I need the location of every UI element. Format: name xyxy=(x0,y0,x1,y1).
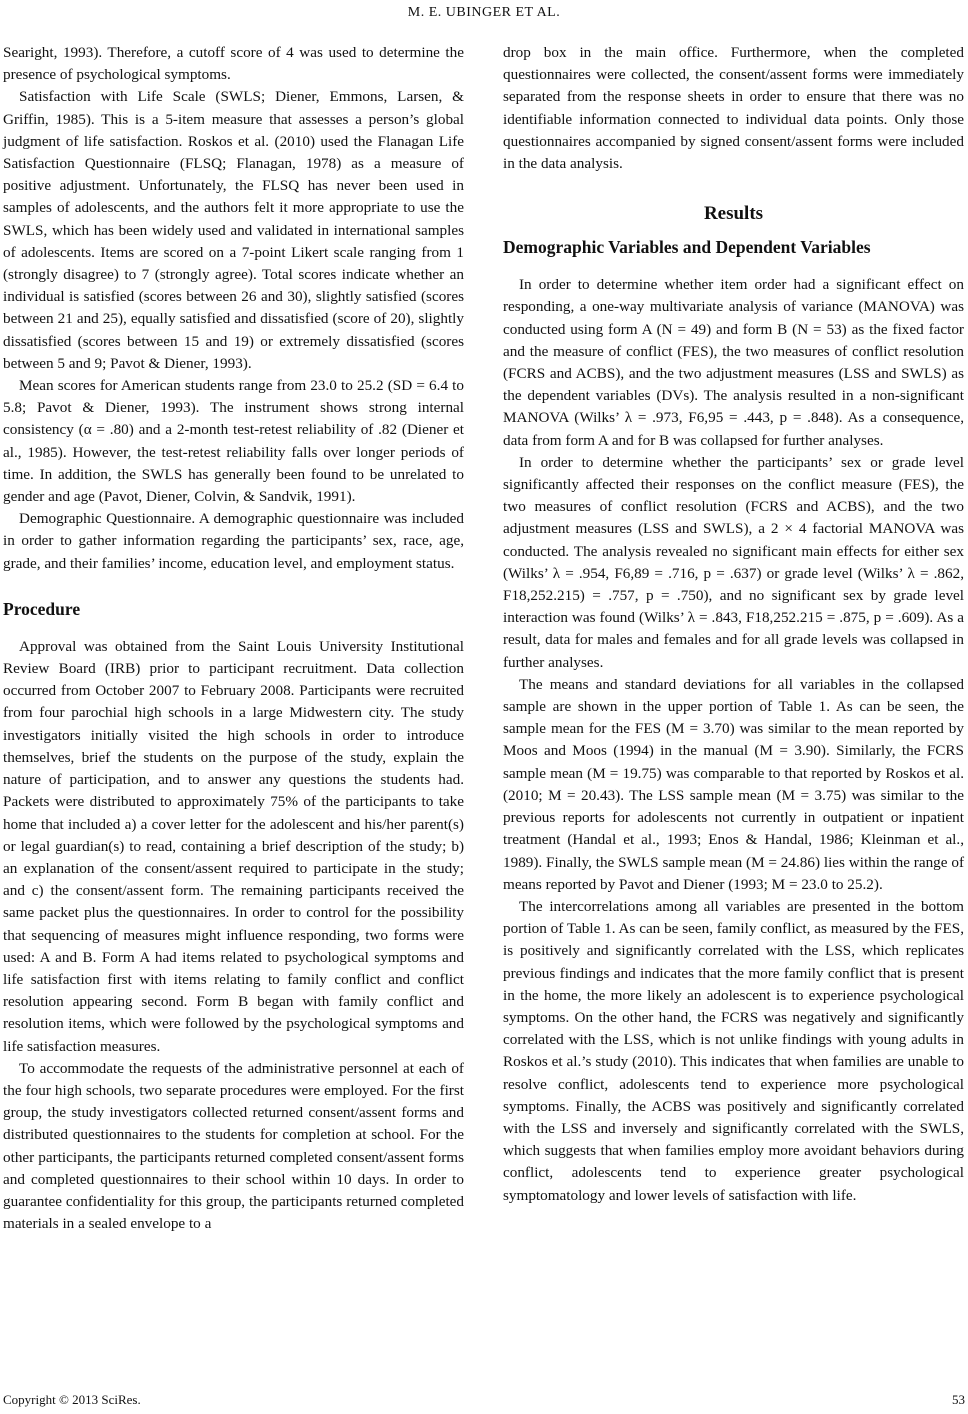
procedure-heading: Procedure xyxy=(3,598,81,619)
right-column xyxy=(503,42,964,1207)
paragraph-procedure-1: Approval was obtained from the Saint Louis University Institutional Review Board (IRB) prior to participant recruitment. Data collection occurred from October 2007 to February 2008. Participants were recruited from four parochial high schools in a large Midwestern city. The study investigators initially visited the high schools in order to introduce themselves, brief the students on the purpose of the study, explain the nature of participation, and to answer any questions the students had. Packets were distributed to approximately 75% of the participants to take home that included a) a cover letter for the adolescent and his/her parent(s) or legal guardian(s) to read, containing a brief description of the study; b) an explanation of the consent/assent required to participate in the study; and c) the consent/assent form. The remaining participants received the same packet plus the questionnaires. In order to control for the possibility that sequencing of measures might influence responding, two forms were used: A and B. Form A had items related to psychological symptoms and life satisfaction first with items relating to family conflict and conflict resolution appearing second. Form B began with family conflict and resolution items, which were followed by the psychological symptoms and life satisfaction measures. xyxy=(3,637,464,1055)
paragraph-procedure-2: To accommodate the requests of the administrative personnel at each of the four high schools, two separate procedures were employed. For the first group, the study investigators collected returned consent/assent forms and distributed questionnaires to the students for completion at school. For the other participants, the participants returned completed consent/assent forms and completed questionnaires to their school within 10 days. In order to guarantee confidentiality for this group, the participants returned completed materials in a sealed envelope to a xyxy=(3,1059,464,1233)
paragraph-right-0: drop box in the main office. Furthermore, when the completed questionnaires were collected, the consent/assent forms were immediately separated from the response sheets in order to ensure that there was no identifiable information connected to individual data points. Only those questionnaires accompanied by signed consent/assent forms were included in the data analysis. xyxy=(503,44,964,173)
paragraph-swls: Satisfaction with Life Scale (SWLS; Diener, Emmons, Larsen, & Griffin, 1985). This is a 5-item measure that assesses a person’s global judgment of life satisfaction. Roskos et al. (2010) used the Flanagan Life Satisfaction Questionnaire (FLSQ; Flanagan, 1978) as a measure of positive adjustment. Unfortunately, the FLSQ has never been used in samples of adolescents, and the authors felt it more appropriate to use the SWLS, which has been widely used and validated in international samples of adolescents. Items are scored on a 7-point Likert scale ranging from 1 (strongly disagree) to 7 (strongly agree). Total scores indicate whether an individual is satisfied (scores between 26 and 30), slightly satisfied (scores between 21 and 25), equally satisfied and dissatisfied (score of 20), slightly dissatisfied (scores between 15 and 19) or extremely dissatisfied (scores between 5 and 9; Pavot & Diener, 1993). xyxy=(3,88,464,372)
demographic-subheading: Demographic Variables and Dependent Variables xyxy=(503,237,871,258)
results-heading: Results xyxy=(703,203,764,225)
paragraph-left-0: Searight, 1993). Therefore, a cutoff score of 4 was used to determine the presence of psychological symptoms. xyxy=(3,44,464,84)
copyright-text: Copyright © 2013 SciRes. xyxy=(3,1392,141,1407)
page-footer xyxy=(3,1392,965,1408)
page-number: 53 xyxy=(952,1392,965,1407)
paragraph-demographic-questionnaire: Demographic Questionnaire. A demographic questionnaire was included in order to gather information regarding the participants’ sex, race, age, grade, and their families’ income, education level, and employment status. xyxy=(3,510,464,572)
paragraph-sex-grade: In order to determine whether the participants’ sex or grade level significantly affected their responses on the conflict measure (FES), the two measures of conflict resolution (FCRS and ACBS), and the two adjustment measures (LSS and SWLS), a 2 × 4 factorial MANOVA was conducted. The analysis revealed no significant main effects for either sex (Wilks’ λ = .954, F6,89 = .716, p = .637) or grade level (Wilks’ λ = .862, F18,252.215) = .757, p = .750), and no significant sex by grade level interaction was found (Wilks’ λ = .843, F18,252.215 = .875, p = .609). As a result, data for males and females and for all grade levels was collapsed in further analyses. xyxy=(503,453,964,671)
paragraph-means: The means and standard deviations for all variables in the collapsed sample are shown in the upper portion of Table 1. As can be seen, the sample mean for the FES (M = 3.70) was similar to the mean reported by Moos and Moos (1994) in the manual (M = 3.90). Similarly, the FCRS sample mean (M = 19.75) was comparable to that reported by Roskos et al. (2010; M = 20.43). The LSS sample mean (M = 3.75) was similar to the previous reports for adolescents not currently in outpatient or inpatient treatment (Handal et al., 1993; Enos & Handal, 1986; Kleinman et al., 1989). Finally, the SWLS sample mean (M = 24.86) lies within the range of means reported by Pavot and Diener (1993; M = 23.0 to 25.2). xyxy=(503,675,964,893)
paragraph-item-order: In order to determine whether item order had a significant effect on responding, a one-way multivariate analysis of variance (MANOVA) was conducted using form A (N = 49) and form B (N = 53) as the fixed factor and the measure of conflict (FES), the two measures of conflict resolution (FCRS and ACBS), and the two adjustment measures (LSS and SWLS) as the dependent variables (DVs). The analysis resulted in a non-significant MANOVA (Wilks’ λ = .973, F6,95 = .443, p = .848). As a consequence, data from form A and for B was collapsed for further analyses. xyxy=(503,276,964,449)
paragraph-swls-scores: Mean scores for American students range from 23.0 to 25.2 (SD = 6.4 to 5.8; Pavot & Diener, 1993). The instrument shows strong internal consistency (α = .80) and a 2-month test-retest reliability of .82 (Diener et al., 1985). However, the test-retest reliability falls over longer periods of time. In addition, the SWLS has generally been found to be unrelated to gender and age (Pavot, Diener, Colvin, & Sandvik, 1991). xyxy=(3,377,464,506)
left-column xyxy=(3,42,464,1235)
paragraph-intercorrelations: The intercorrelations among all variables are presented in the bottom portion of Table 1. As can be seen, family conflict, as measured by the FES, is positively and significantly correlated with the LSS, which replicates previous findings and indicates that the more family conflict that is present in the home, the more likely an adolescent is to experience psychological symptoms. On the other hand, the FCRS was negatively and significantly correlated with the LSS, which is not unlike findings with young adults in Roskos et al.’s study (2010). This indicates that when families are unable to resolve conflict, adolescents tend to experience more psychological symptoms. Finally, the ACBS was positively and significantly correlated with the LSS and inversely and significantly correlated with the SWLS, which suggests that when families employ more avoidant behaviors during conflict, adolescents tend to experience greater psychological symptomatology and lower levels of satisfaction with life. xyxy=(503,897,964,1204)
running-head: M. E. UBINGER ET AL. xyxy=(407,5,561,20)
